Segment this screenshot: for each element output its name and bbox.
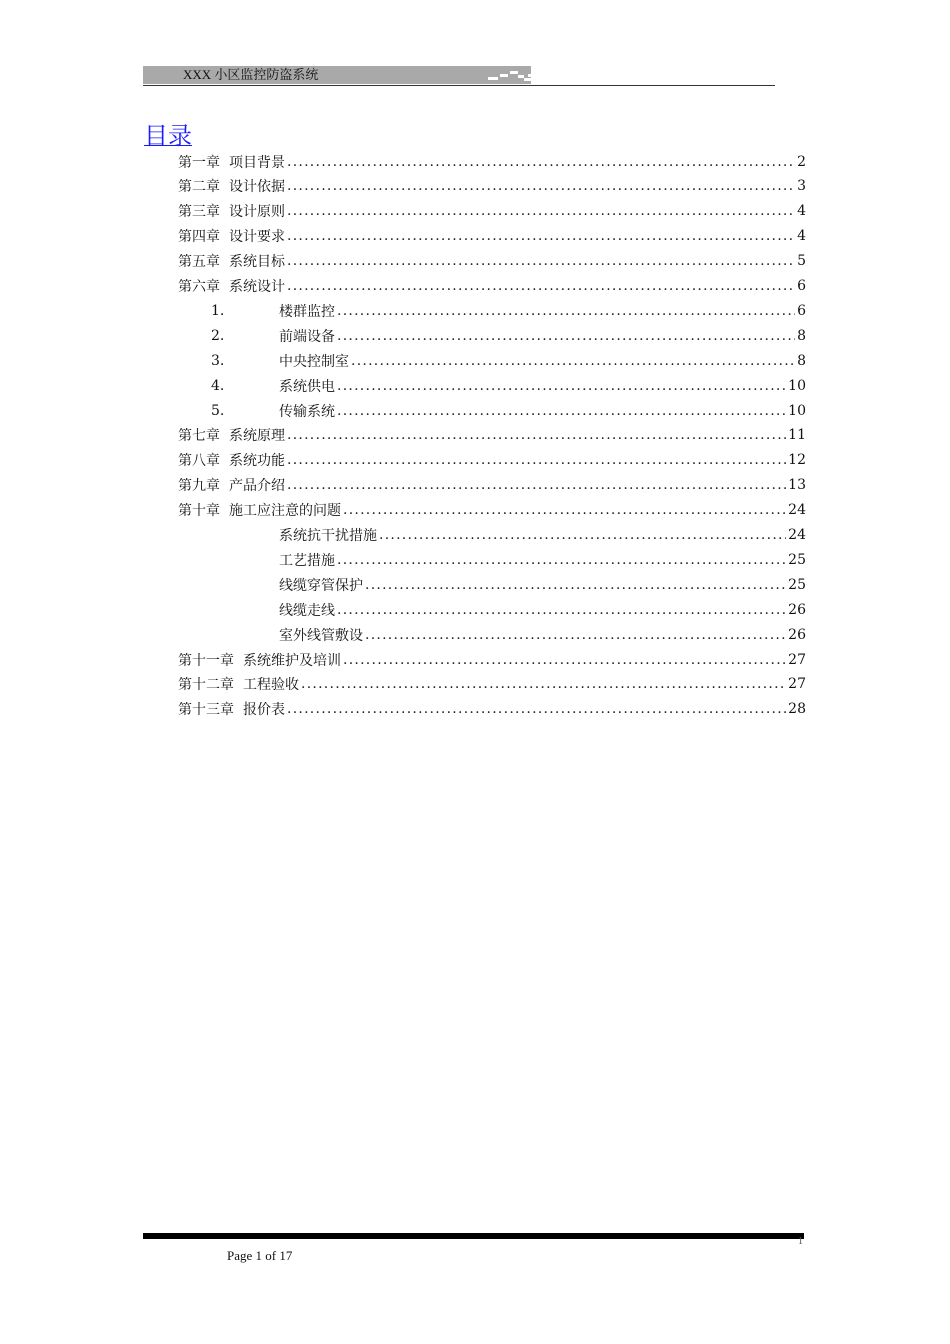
toc-entry-number: 第十二章 [178, 677, 234, 694]
footer-page-label: Page 1 of 17 [227, 1248, 293, 1263]
toc-dot-leader [351, 353, 795, 369]
toc-dot-leader [343, 652, 786, 668]
toc-dot-leader [337, 378, 786, 394]
toc-entry[interactable] [279, 547, 806, 572]
toc-entry-page: 27 [788, 651, 806, 668]
toc-entry-title: 传输系统 [279, 403, 335, 420]
toc-dot-leader [287, 452, 786, 468]
toc-entry-title: 项目背景 [229, 154, 285, 171]
toc-entry-number: 第四章 [178, 229, 220, 246]
toc-entry-number: 第五章 [178, 254, 220, 271]
toc-entry-title: 产品介绍 [229, 478, 285, 495]
toc-dot-leader [337, 403, 786, 419]
toc-entry-number: 第一章 [178, 154, 220, 171]
toc-entry-page: 3 [797, 178, 806, 195]
toc-entry-page: 6 [797, 278, 806, 294]
header-title: XXX 小区监控防盗系统 [183, 67, 319, 82]
toc-entry-page: 8 [797, 327, 806, 344]
toc-entry[interactable] [178, 149, 806, 174]
toc-dot-leader [337, 552, 786, 568]
toc-entry-number: 3. [211, 352, 225, 369]
toc-entry-page: 27 [788, 676, 806, 693]
toc-dot-leader [379, 527, 786, 543]
toc-entry-title: 系统抗干扰措施 [279, 528, 377, 544]
toc-entry-page: 8 [797, 352, 806, 369]
footer-page-number: 1 [798, 1236, 803, 1247]
toc-entry-page: 13 [788, 477, 806, 494]
toc-dot-leader [287, 203, 795, 219]
toc-dot-leader [287, 278, 795, 294]
toc-dot-leader [365, 577, 786, 593]
toc-dot-leader [287, 228, 795, 244]
header-decoration-icon [488, 66, 534, 84]
toc-entry-title: 工艺措施 [279, 552, 335, 569]
toc-dot-leader [337, 602, 786, 618]
toc-entry-title: 系统功能 [229, 453, 285, 470]
toc-entry-number: 第八章 [178, 453, 220, 470]
toc-entry-number: 第二章 [178, 179, 220, 196]
toc-dot-leader [301, 676, 786, 692]
toc-entry-page: 11 [788, 427, 806, 444]
toc-entry-title: 系统维护及培训 [243, 652, 341, 669]
toc-entry-title: 工程验收 [243, 677, 299, 694]
toc-entry-title: 中央控制室 [279, 353, 349, 370]
toc-entry-number: 第六章 [178, 279, 220, 295]
toc-entry-page: 26 [788, 626, 806, 643]
toc-entry-page: 4 [797, 228, 806, 245]
toc-dot-leader [365, 627, 786, 643]
toc-entry-title: 施工应注意的问题 [229, 503, 341, 520]
toc-entry[interactable] [211, 323, 806, 348]
toc-entry-number: 第三章 [178, 204, 220, 221]
toc-entry-page: 5 [797, 253, 806, 270]
toc-entry-title: 设计依据 [229, 179, 285, 196]
toc-dot-leader [287, 178, 795, 194]
footer-rule [143, 1233, 804, 1239]
toc-entry[interactable] [178, 473, 806, 498]
toc-entry[interactable] [178, 498, 806, 523]
toc-dot-leader [337, 328, 795, 344]
toc-entry-title: 系统设计 [229, 279, 285, 295]
toc-heading[interactable]: 目录 [144, 122, 192, 150]
toc-entry-number: 2. [211, 327, 225, 344]
toc-entry-title: 楼群监控 [279, 303, 335, 320]
toc-entry[interactable] [211, 298, 806, 323]
toc-entry[interactable] [211, 373, 806, 398]
toc-entry[interactable] [178, 199, 806, 224]
toc-dot-leader [287, 701, 786, 717]
toc-entry[interactable] [279, 597, 806, 622]
toc-entry-page: 10 [788, 402, 806, 419]
toc-entry-page: 12 [788, 452, 806, 469]
toc-entry[interactable] [279, 622, 806, 647]
toc-entry-title: 室外线管敷设 [279, 627, 363, 644]
toc-entry[interactable] [178, 448, 806, 473]
toc-entry-number: 第十三章 [178, 702, 234, 719]
toc-entry-page: 26 [788, 601, 806, 618]
toc-entry[interactable] [279, 572, 806, 597]
toc-dot-leader [343, 502, 786, 518]
toc-entry[interactable] [178, 249, 806, 274]
toc-entry-number: 第十章 [178, 503, 220, 520]
toc-entry-title: 报价表 [243, 702, 285, 719]
toc-entry-page: 2 [797, 153, 806, 170]
toc-dot-leader [287, 477, 786, 493]
header-rule [143, 85, 775, 86]
toc-entry-number: 4. [211, 377, 225, 394]
toc-entry[interactable] [178, 672, 806, 697]
toc-entry-title: 系统供电 [279, 378, 335, 395]
toc-entry[interactable] [178, 423, 806, 448]
toc-entry[interactable] [178, 697, 806, 722]
toc-entry[interactable] [211, 348, 806, 373]
toc-entry-number: 第十一章 [178, 652, 234, 669]
toc-entry[interactable] [178, 174, 806, 199]
toc-dot-leader [287, 253, 795, 269]
toc-entry-page: 24 [788, 527, 806, 543]
toc-entry-title: 线缆穿管保护 [279, 577, 363, 594]
toc-entry-title: 系统原理 [229, 428, 285, 445]
toc-entry-number: 第七章 [178, 428, 220, 445]
toc-entry-page: 10 [788, 377, 806, 394]
toc-entry[interactable] [178, 224, 806, 249]
toc-entry-page: 25 [788, 551, 806, 568]
toc-entry-number: 第九章 [178, 478, 220, 495]
toc-dot-leader [287, 427, 786, 443]
toc-entry-title: 线缆走线 [279, 602, 335, 619]
toc-entry-title: 系统目标 [229, 254, 285, 271]
toc-entry-number: 5. [211, 402, 225, 419]
toc-entry-title: 设计要求 [229, 229, 285, 246]
toc-entry[interactable] [211, 398, 806, 423]
toc-entry-page: 25 [788, 576, 806, 593]
toc-entry-title: 前端设备 [279, 328, 335, 345]
toc-entry[interactable] [279, 523, 806, 548]
toc-entry-page: 4 [797, 203, 806, 220]
toc-entry[interactable] [178, 647, 806, 672]
toc-entry-number: 1. [211, 302, 225, 319]
toc-entry-page: 28 [788, 701, 806, 718]
toc-entry-title: 设计原则 [229, 204, 285, 221]
toc-entry-page: 6 [797, 302, 806, 319]
toc-dot-leader [287, 154, 795, 170]
toc-entry[interactable] [178, 274, 806, 299]
toc-dot-leader [337, 303, 795, 319]
toc-entry-page: 24 [788, 502, 806, 519]
